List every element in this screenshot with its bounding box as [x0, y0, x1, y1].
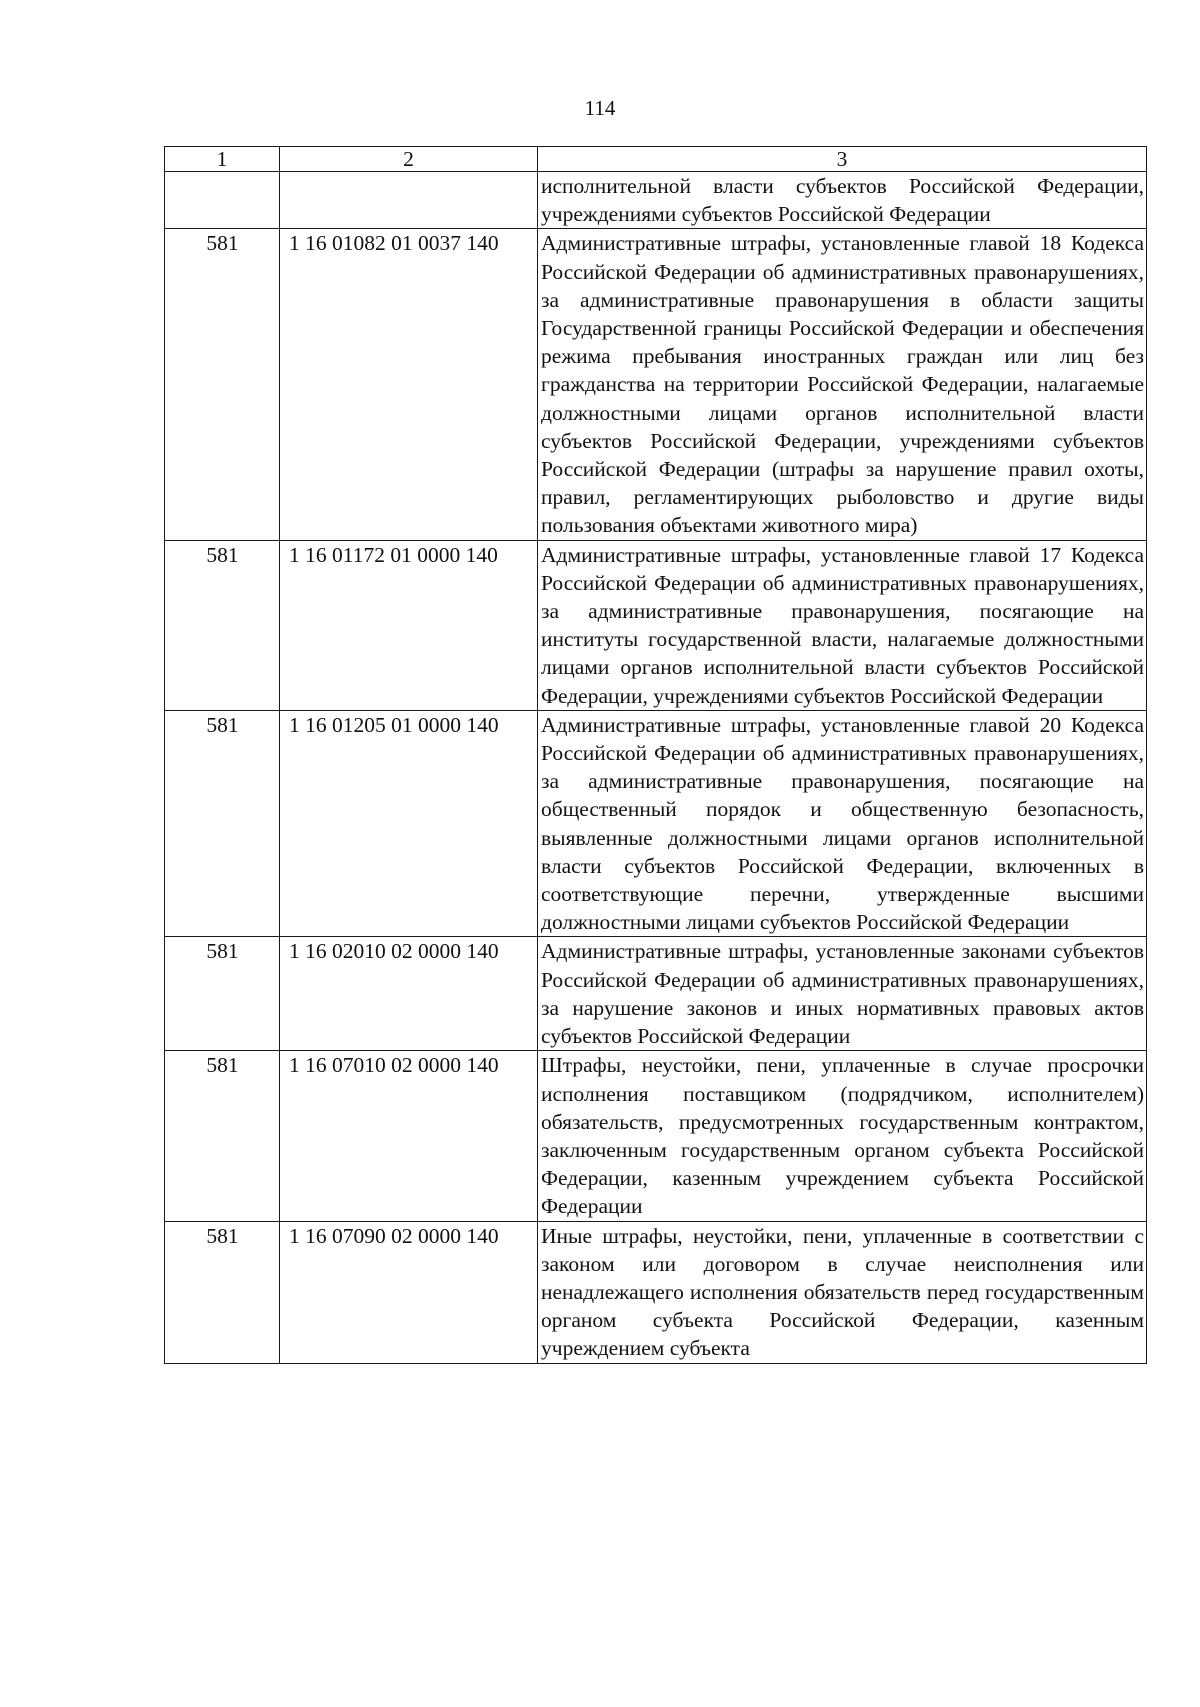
revenue-code-cell-empty — [280, 172, 538, 229]
table-header-row — [165, 147, 1147, 172]
column-header-3: 3 — [538, 147, 1147, 172]
table-row — [165, 937, 1147, 1051]
description-cell: Иные штрафы, неустойки, пени, уплаченные в соответствии с законом или договором в случае неисполнения или ненадлежащего исполнения обязательств перед государственным органом субъекта Российской Федерации, казенным учреждением субъекта — [538, 1221, 1147, 1363]
admin-code-cell-empty — [165, 172, 280, 229]
description-cell: Административные штрафы, установленные главой 17 Кодекса Российской Федерации об административных правонарушениях, за административные правонарушения, посягающие на институты государственной власти, налагаемые должностными лицами органов исполнительной власти субъектов Российской Федерации, учреждениями субъектов Российской Федерации — [538, 540, 1147, 710]
admin-code-cell: 581 — [165, 1051, 280, 1221]
table-row-continuation — [165, 172, 1147, 229]
revenue-code-cell: 1 16 01082 01 0037 140 — [280, 229, 538, 540]
admin-code-cell: 581 — [165, 937, 280, 1051]
admin-code-cell: 581 — [165, 1221, 280, 1363]
table-row — [165, 1221, 1147, 1363]
column-header-2: 2 — [280, 147, 538, 172]
table-row — [165, 710, 1147, 937]
table-row — [165, 1051, 1147, 1221]
description-cell: Административные штрафы, установленные законами субъектов Российской Федерации об административных правонарушениях, за нарушение законов и иных нормативных правовых актов субъектов Российской Федерации — [538, 937, 1147, 1051]
revenue-code-cell: 1 16 01172 01 0000 140 — [280, 540, 538, 710]
budget-codes-table — [164, 146, 1147, 1364]
column-header-1: 1 — [165, 147, 280, 172]
table-row — [165, 229, 1147, 540]
revenue-code-cell: 1 16 02010 02 0000 140 — [280, 937, 538, 1051]
admin-code-cell: 581 — [165, 229, 280, 540]
revenue-code-cell: 1 16 01205 01 0000 140 — [280, 710, 538, 937]
admin-code-cell: 581 — [165, 540, 280, 710]
description-cell: исполнительной власти субъектов Российской Федерации, учреждениями субъектов Российской Федерации — [538, 172, 1147, 229]
table-row — [165, 540, 1147, 710]
page-number: 114 — [584, 96, 616, 120]
description-cell: Административные штрафы, установленные главой 20 Кодекса Российской Федерации об административных правонарушениях, за административные правонарушения, посягающие на общественный порядок и общественную безопасность, выявленные должностными лицами органов исполнительной власти субъектов Российской Федерации, включенных в соответствующие перечни, утвержденные высшими должностными лицами субъектов Российской Федерации — [538, 710, 1147, 937]
revenue-code-cell: 1 16 07010 02 0000 140 — [280, 1051, 538, 1221]
revenue-code-cell: 1 16 07090 02 0000 140 — [280, 1221, 538, 1363]
description-cell: Штрафы, неустойки, пени, уплаченные в случае просрочки исполнения поставщиком (подрядчиком, исполнителем) обязательств, предусмотренных государственным контрактом, заключенным государственным органом субъекта Российской Федерации, казенным учреждением субъекта Российской Федерации — [538, 1051, 1147, 1221]
admin-code-cell: 581 — [165, 710, 280, 937]
description-cell: Административные штрафы, установленные главой 18 Кодекса Российской Федерации об административных правонарушениях, за административные правонарушения в области защиты Государственной границы Российской Федерации и обеспечения режима пребывания иностранных граждан или лиц без гражданства на территории Российской Федерации, налагаемые должностными лицами органов исполнительной власти субъектов Российской Федерации, учреждениями субъектов Российской Федерации (штрафы за нарушение правил охоты, правил, регламентирующих рыболовство и другие виды пользования объектами животного мира) — [538, 229, 1147, 540]
